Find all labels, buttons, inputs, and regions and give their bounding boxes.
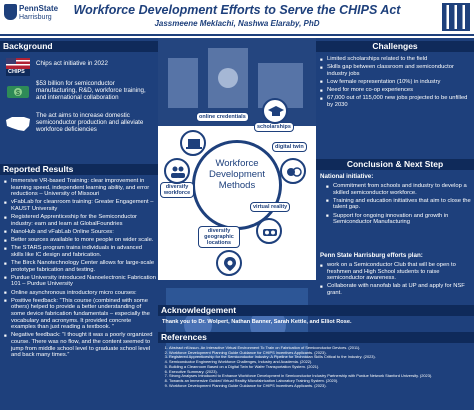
methods-diagram: [158, 100, 316, 280]
national-list: [326, 183, 472, 227]
background-title: Background: [0, 41, 158, 52]
psh-item: ■ work on a Semiconductor Club that will be open to freshmen and High School students to raise semiconductor awareness.: [320, 262, 472, 282]
reference-item: 6. Executive Summary. (2023).: [169, 370, 472, 375]
shield-icon: [4, 4, 17, 20]
references-list: [162, 346, 472, 388]
vr-headset-icon: [256, 218, 282, 244]
poster-authors: Jassmeene Meklachi, Nashwa Elaraby, PhD: [154, 19, 320, 28]
reported-item: ■ Online asynchronous introductory micro courses:: [4, 290, 156, 297]
psh-item: ■ Collaborate with nanofab lab at UP and apply for NSF grant.: [320, 283, 472, 296]
challenge-item: ■ Need for more co-op experiences: [320, 87, 470, 94]
reported-item: ■ Positive feedback: “This course (combined with some others) helped to provide a better understanding of some device fabrication fundamentals – especially the vocabulary and acronyms. It provided concrete examples than just reading a textbook. ”: [4, 298, 156, 331]
challenges-title: Challenges: [316, 41, 474, 52]
references-title: References: [158, 332, 474, 343]
poster-title: Workforce Development Efforts to Serve the CHIPS Act: [73, 3, 401, 17]
challenge-item: ■ Limited scholarships related to the field: [320, 56, 470, 63]
national-item: ■ Training and education initiatives that aim to close the talent gap.: [326, 198, 472, 211]
logo-line2: Harrisburg: [19, 14, 52, 21]
reported-item: ■ Purdue University introduced Nanoelectronic Fabrication 101 – Purdue University: [4, 275, 156, 288]
challenge-item: ■ Skills gap between classroom and semiconductor industry jobs: [320, 64, 470, 77]
national-item: ■ Support for ongoing innovation and growth in Semiconductor Manufacturing: [326, 213, 472, 226]
node-workforce-label: diversify workforce: [160, 182, 194, 198]
reported-item: ■ Immersive VR-based Training: clear improvement in learning speed, independent learning ability, and error reductions – University of Missouri: [4, 178, 156, 198]
svg-text:$: $: [16, 90, 20, 97]
reference-item: 3. Registered Apprenticeship for the Semiconductor Industry: A Pipeline for Technician Skills Critical to the Industry. (2023).: [169, 355, 472, 360]
penn-state-logo: [4, 3, 59, 31]
national-item: ■ Commitment from schools and industry to develop a skilled semiconductor workforce.: [326, 183, 472, 196]
reference-item: 1. Abstract nfl.issun. An Interactive Virtual Environment To Train on Fabrication of Semiconductor Devices. (2011).: [169, 346, 472, 351]
twin-icon: [280, 158, 306, 184]
map-pin-icon: [216, 250, 242, 276]
reported-item: ■ The Birck Nanotechnology Center allows for large-scale prototype fabrication and testing.: [4, 260, 156, 273]
acknowledgement-title: Acknowledgement: [158, 305, 474, 316]
qr-code-icon: [442, 3, 470, 31]
challenge-item: ■ 67,000 out of 115,000 new jobs projected to be unfilled by 2030: [320, 95, 470, 108]
national-label: National initiative:: [320, 173, 374, 180]
node-scholarships-label: scholarships: [254, 122, 294, 132]
reported-item: ■ NanoHub and vFabLab Online Sources:: [4, 229, 156, 236]
money-icon: [6, 82, 30, 102]
logo-line1: PennState: [19, 4, 59, 13]
reference-item: 4. Semiconductor Engineering Workforce Challenges, Industry and Academia. (2022).: [169, 360, 472, 365]
psh-list: [320, 262, 472, 298]
reference-item: 2. Workforce Development Planning Guide Guidance for CHIPS Incentives Applicants. (2023).: [169, 351, 472, 356]
methods-center-label: Workforce Development Methods: [209, 158, 265, 191]
acknowledgement-text: Thank you to Dr. Wolpert, Nathan Banner, Sarah Kettle, and Elliot Rose.: [162, 319, 352, 325]
background-item-3: The act aims to increase domestic semiconductor production and alleviate workforce deficiencies: [36, 112, 144, 134]
reported-list: [4, 178, 156, 360]
reference-item: 9. Workforce Development Planning Guide Guidance for CHIPS Incentives Applicants. (2023).: [169, 384, 472, 389]
reference-item: 5. Building a Cleanroom Based on a Digital Twin for Wafer Transportation System. (2021).: [169, 365, 472, 370]
challenge-item: ■ Low female representation (10%) in industry: [320, 79, 470, 86]
node-geographic-label: diversify geographic locations: [198, 226, 240, 248]
left-column: [0, 38, 158, 410]
challenges-list: [320, 56, 470, 110]
reported-item: ■ Negative feedback: “I thought it was a poorly organized course. There was no flow, and the content seemed to jump from middle school level to graduate school level and back many times.”: [4, 332, 156, 358]
node-virtual-reality-label: virtual reality: [250, 202, 290, 212]
graduation-cap-icon: [262, 98, 288, 124]
reported-item: ■ Better sources available to more people on wider scale.: [4, 237, 156, 244]
reference-item: 8. Towards an Immersive Guided Virtual Reality Microfabrication Laboratory Training System. (2020).: [169, 379, 472, 384]
node-online-credentials-label: online credentials: [196, 112, 249, 122]
psh-label: Penn State Harrisburg efforts plan:: [320, 252, 423, 259]
poster-header: [0, 0, 474, 36]
node-digital-twin-label: digital twin: [272, 142, 307, 152]
people-icon: [164, 158, 190, 184]
reported-item: ■ The STARS program trains individuals in advanced skills like IC design and fabrication.: [4, 245, 156, 258]
conclusion-title: Conclusion & Next Step: [316, 159, 474, 170]
chips-icon: [6, 58, 30, 78]
usa-map-icon: [4, 114, 28, 134]
background-item-1: Chips act initiative in 2022: [36, 60, 108, 67]
reported-item: ■ Registered Apprenticeship for the Semiconductor industry: earn and learn at GlobalFoundries: [4, 214, 156, 227]
reported-title: Reported Results: [0, 164, 158, 175]
reported-item: ■ vFabLab for cleanroom training: Greater Engagement – KAUST University: [4, 199, 156, 212]
laptop-icon: [180, 130, 206, 156]
chips-badge: CHIPS: [8, 69, 25, 75]
reference-item: 7. Strong Analyses Introduced to Enhance Workforce Development in Semiconductor Industry Partnership with Purdue Network Stanford University. (2023).: [169, 374, 472, 379]
background-item-2: $53 billion for semiconductor manufacturing, R&D, workforce training, and international collaboration: [36, 80, 146, 102]
